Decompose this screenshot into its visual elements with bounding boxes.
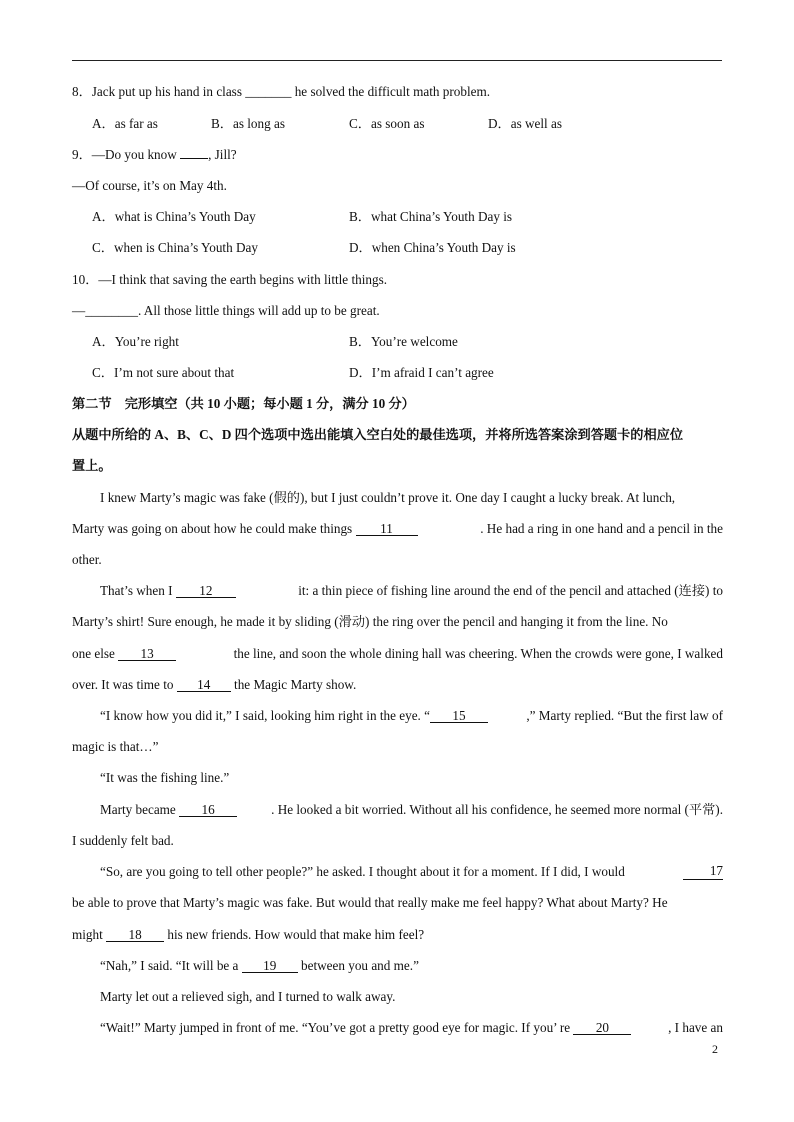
passage-line: Marty’s shirt! Sure enough, he made it by sliding (滑动) the ring over the pencil and hanging it from the line. No — [72, 614, 668, 629]
passage-line — [72, 521, 723, 537]
passage-line: magic is that…” — [72, 739, 159, 754]
passage-text-fragment: “I know how you did it,” I said, looking him right in the eye. “ — [100, 708, 430, 723]
question-9-blank — [180, 158, 208, 159]
question-9-text-end: , Jill? — [208, 147, 237, 162]
passage-text — [100, 583, 236, 599]
blank-16: 16 — [179, 803, 237, 817]
passage-text — [72, 646, 176, 662]
passage-line — [100, 708, 723, 724]
question-9-option-d: D．when China’s Youth Day is — [349, 240, 516, 255]
passage-text-fragment: “So, are you going to tell other people?” he asked. I thought about it for a moment. If I did, I would — [100, 864, 625, 879]
question-8-blank: _______ — [245, 84, 292, 99]
blank-15: 15 — [430, 709, 488, 723]
passage-line — [100, 864, 723, 880]
blank-20: 20 — [573, 1021, 631, 1035]
question-8-option-a: A．as far as — [92, 116, 158, 131]
passage-text-fragment: the line, and soon the whole dining hall was cheering. When the crowds were gone, I walked — [233, 646, 723, 661]
question-9-option-b: B．what China’s Youth Day is — [349, 209, 513, 224]
passage-line — [72, 927, 424, 943]
passage-text-fragment: his new friends. How would that make him feel? — [164, 927, 425, 942]
question-10-blank: ________ — [85, 303, 138, 318]
passage-text-fragment: over. It was time to — [72, 677, 177, 692]
question-10-reply-text: . All those little things will add up to be great. — [137, 303, 380, 318]
passage-text-fragment: “Wait!” Marty jumped in front of me. “You’ve got a pretty good eye for magic. If you’ re — [100, 1020, 574, 1035]
question-10-option-d: D．I’m afraid I can’t agree — [349, 365, 494, 380]
passage-line — [72, 677, 356, 693]
passage-line: “It was the fishing line.” — [100, 770, 230, 785]
question-9-option-c: C．when is China’s Youth Day — [92, 240, 258, 255]
blank-11: 11 — [356, 522, 418, 536]
passage-line — [100, 1020, 723, 1036]
question-10-dash: — — [72, 303, 86, 318]
question-9-option-a: A．what is China’s Youth Day — [92, 209, 256, 224]
passage-line: I suddenly felt bad. — [72, 833, 174, 848]
passage-text: I knew Marty’s magic was fake (假的), but I just couldn’t prove it. One day I caught a lucky break. At lunch, — [100, 490, 676, 505]
passage-text-fragment: the Magic Marty show. — [230, 677, 357, 692]
passage-text-fragment: it: a thin piece of fishing line around the end of the pencil and attached (连接) to — [298, 583, 723, 598]
passage-text — [100, 708, 488, 724]
passage-line: Marty let out a relieved sigh, and I turned to walk away. — [100, 989, 396, 1004]
passage-text-fragment: Marty became — [100, 802, 180, 817]
question-8-option-d: D．as well as — [488, 116, 562, 131]
blank-12: 12 — [176, 584, 236, 598]
passage-line — [100, 802, 723, 818]
section-instruction: 从题中所给的 A、B、C、D 四个选项中选出能填入空白处的最佳选项，并将所选答案涂到答题卡的相应位 — [72, 427, 684, 442]
passage-text-fragment: , I have an — [668, 1020, 723, 1035]
blank-13: 13 — [118, 647, 176, 661]
question-9-stem — [72, 147, 237, 163]
passage-text — [72, 521, 418, 537]
passage-text — [100, 802, 237, 818]
passage-line: be able to prove that Marty’s magic was fake. But would that really make me feel happy? What about Marty? He — [72, 895, 668, 910]
passage-line: other. — [72, 552, 102, 567]
passage-line — [100, 583, 723, 599]
blank-19: 19 — [242, 959, 298, 973]
passage-text — [100, 1020, 631, 1036]
passage-line — [100, 958, 419, 974]
passage-text-fragment: between you and me.” — [297, 958, 419, 973]
question-8-stem — [72, 84, 490, 100]
question-9-reply: —Of course, it’s on May 4th. — [72, 178, 227, 193]
question-10-option-b: B．You’re welcome — [349, 334, 458, 349]
section-instruction-end: 置上。 — [72, 458, 112, 473]
header-rule — [72, 60, 722, 61]
blank-14: 14 — [177, 678, 231, 692]
passage-text-fragment: That’s when I — [100, 583, 176, 598]
passage-text-fragment: . He looked a bit worried. Without all his confidence, he seemed more normal (平常). — [271, 802, 723, 817]
question-10-stem: 10．—I think that saving the earth begins with little things. — [72, 272, 387, 287]
passage-text-fragment: Marty was going on about how he could make things — [72, 521, 356, 536]
question-8-text-end: he solved the difficult math problem. — [291, 84, 491, 99]
question-10-option-c: C．I’m not sure about that — [92, 365, 235, 380]
question-9-text: 9．—Do you know — [72, 147, 181, 162]
passage-text-fragment: . He had a ring in one hand and a pencil in the — [480, 521, 723, 536]
page-number: 2 — [712, 1042, 718, 1056]
passage-line — [100, 490, 723, 506]
blank-18: 18 — [106, 928, 164, 942]
question-8-text: 8．Jack put up his hand in class — [72, 84, 246, 99]
passage-text-fragment: one else — [72, 646, 119, 661]
blank-17: 17 — [683, 864, 723, 880]
passage-text-fragment: “Nah,” I said. “It will be a — [100, 958, 242, 973]
passage-line — [72, 646, 723, 662]
question-10-option-a: A．You’re right — [92, 334, 179, 349]
question-10-reply — [72, 303, 380, 319]
section-title: 第二节 完形填空（共 10 小题；每小题 1 分，满分 10 分） — [72, 396, 415, 411]
question-8-option-c: C．as soon as — [349, 116, 425, 131]
question-8-option-b: B．as long as — [211, 116, 285, 131]
passage-text-fragment: might — [72, 927, 107, 942]
passage-text-fragment: ,” Marty replied. “But the first law of — [526, 708, 723, 723]
